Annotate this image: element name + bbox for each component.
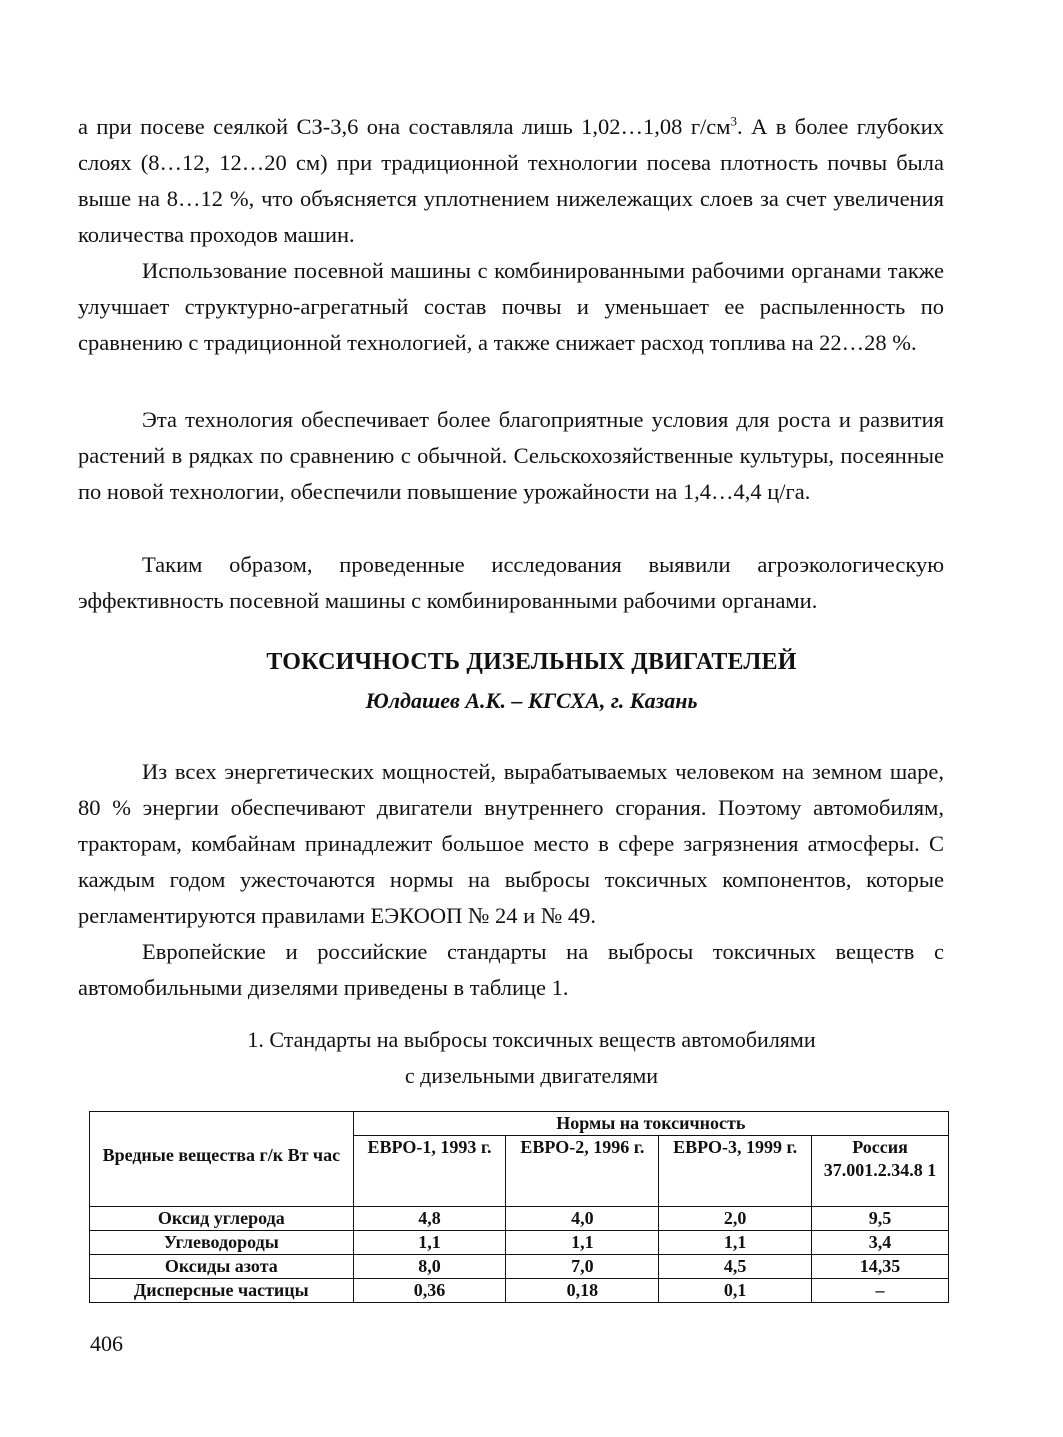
- value-cell: 1,1: [353, 1231, 506, 1255]
- value-cell: 14,35: [812, 1255, 949, 1279]
- article-author: Юлдашев А.К. – КГСХА, г. Казань: [365, 688, 698, 713]
- value-cell: 2,0: [659, 1207, 812, 1231]
- paragraph-text: а при посеве сеялкой СЗ-3,6 она составляла лишь 1,02…1,08 г/см: [78, 114, 731, 139]
- emission-standards-table: [89, 1111, 949, 1303]
- value-cell: 3,4: [812, 1231, 949, 1255]
- table-group-header-row: [90, 1112, 949, 1136]
- column-header-euro2: ЕВРО-2, 1996 г.: [506, 1136, 659, 1207]
- paragraph-combined-machine: Использование посевной машины с комбинированными рабочими органами также улучшает структурно-агрегатный состав почвы и уменьшает ее распыленность по сравнению с традиционной технологией, а также снижает расход топлива на 22…28 %.: [78, 258, 944, 355]
- row-header-cell: [90, 1112, 354, 1207]
- value-cell: 4,8: [353, 1207, 506, 1231]
- value-cell: –: [812, 1279, 949, 1303]
- value-cell: 0,1: [659, 1279, 812, 1303]
- table-row: [90, 1279, 949, 1303]
- article-title: ТОКСИЧНОСТЬ ДИЗЕЛЬНЫХ ДВИГАТЕЛЕЙ: [266, 649, 797, 675]
- group-header-cell: Нормы на токсичность: [353, 1112, 948, 1136]
- paragraph-conclusion: Таким образом, проведенные исследования выявили агроэкологическую эффективность посевной машины с комбинированными рабочими органами.: [78, 552, 944, 613]
- paragraph-growth-conditions: Эта технология обеспечивает более благоприятные условия для роста и развития растений в рядках по сравнению с обычной. Сельскохозяйственные культуры, посеянные по новой технологии, обеспечили повышение урожайности на 1,4…4,4 ц/га.: [78, 407, 944, 504]
- column-header-euro1: ЕВРО-1, 1993 г.: [353, 1136, 506, 1207]
- paragraph-standards-ref: Европейские и российские стандарты на выбросы токсичных веществ с автомобильными дизелями приведены в таблице 1.: [78, 939, 944, 1000]
- table-caption-line1: 1. Стандарты на выбросы токсичных веществ автомобилями: [247, 1027, 816, 1052]
- paragraph-soil-density: [78, 109, 944, 253]
- superscript-exponent: 3: [730, 113, 738, 129]
- substance-name: Оксид углерода: [90, 1207, 354, 1231]
- value-cell: 7,0: [506, 1255, 659, 1279]
- table-caption-line2: с дизельными двигателями: [404, 1063, 659, 1088]
- paragraph-text: . А в более глубоких слоях (8…12, 12…20 см) при традиционной технологии посева плотность почвы была выше на 8…12 %, что объясняется уплотнением нижележащих слоев за счет увеличения количества проходов машин.: [78, 114, 944, 247]
- value-cell: 4,0: [506, 1207, 659, 1231]
- value-cell: 8,0: [353, 1255, 506, 1279]
- table-row: [90, 1231, 949, 1255]
- substance-name: Оксиды азота: [90, 1255, 354, 1279]
- value-cell: 4,5: [659, 1255, 812, 1279]
- table-row: [90, 1255, 949, 1279]
- value-cell: 1,1: [506, 1231, 659, 1255]
- substance-name: Углеводороды: [90, 1231, 354, 1255]
- value-cell: 0,36: [353, 1279, 506, 1303]
- substance-name: Дисперсные частицы: [90, 1279, 354, 1303]
- column-header-euro3: ЕВРО-3, 1999 г.: [659, 1136, 812, 1207]
- value-cell: 9,5: [812, 1207, 949, 1231]
- paragraph-intro-engines: Из всех энергетических мощностей, вырабатываемых человеком на земном шаре, 80 % энергии обеспечивают двигатели внутреннего сгорания. Поэтому автомобилям, тракторам, комбайнам принадлежит большое место в сфере загрязнения атмосферы. С каждым годом ужесточаются нормы на выбросы токсичных компонентов, которые регламентируются правилами ЕЭКООП № 24 и № 49.: [78, 759, 944, 928]
- value-cell: 1,1: [659, 1231, 812, 1255]
- page-number: 406: [90, 1331, 123, 1356]
- table-row: [90, 1207, 949, 1231]
- column-header-russia: Россия 37.001.2.34.8 1: [812, 1136, 949, 1207]
- value-cell: 0,18: [506, 1279, 659, 1303]
- row-header-text: Вредные вещества г/к Вт час: [102, 1144, 341, 1165]
